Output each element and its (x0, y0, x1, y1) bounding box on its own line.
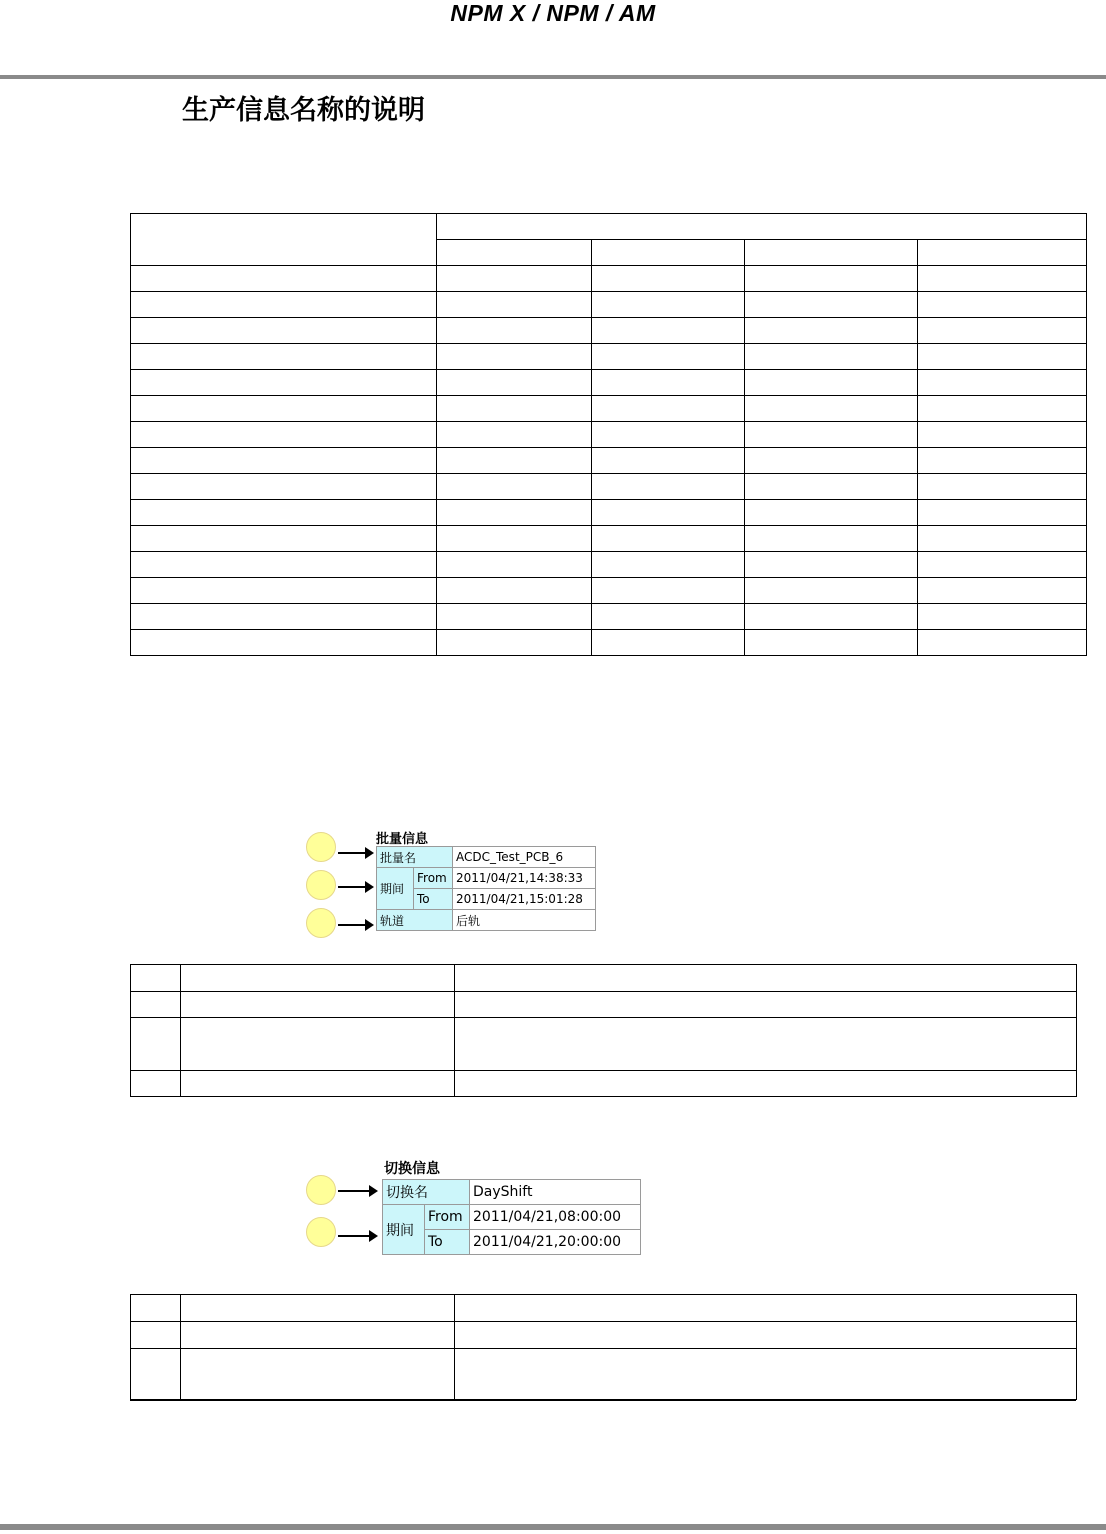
table-cell (745, 266, 918, 292)
table-cell (131, 422, 437, 448)
callout-marker (306, 1217, 336, 1247)
callout-marker (306, 1175, 336, 1205)
table-cell (437, 318, 592, 344)
table-cell (592, 526, 745, 552)
table-cell (918, 448, 1087, 474)
table-cell (918, 396, 1087, 422)
table-cell (131, 344, 437, 370)
table-cell (592, 604, 745, 630)
lot-to-value: 2011/04/21,15:01:28 (453, 889, 596, 910)
table-row (131, 552, 1087, 578)
table-cell (745, 448, 918, 474)
shift-to-value: 2011/04/21,20:00:00 (470, 1230, 641, 1255)
header-rule (0, 75, 1106, 79)
table-cell (592, 422, 745, 448)
table-cell (437, 240, 592, 266)
table-cell (181, 992, 455, 1018)
shift-name-label: 切换名 (383, 1180, 470, 1205)
table-row (131, 474, 1087, 500)
production-info-table (130, 213, 1087, 656)
table-cell (592, 396, 745, 422)
table-cell (592, 292, 745, 318)
table-cell (455, 1018, 1077, 1071)
table-cell (181, 1071, 455, 1097)
table-cell (745, 552, 918, 578)
table-cell (592, 370, 745, 396)
table-row (131, 1349, 1077, 1400)
table-cell (918, 630, 1087, 656)
shift-info-title: 切换信息 (384, 1161, 440, 1177)
table-cell (592, 240, 745, 266)
table-cell (181, 1322, 455, 1349)
table-row (131, 344, 1087, 370)
table-cell (455, 965, 1077, 992)
callout-arrow-icon (338, 1235, 376, 1237)
table-row (131, 630, 1087, 656)
table-cell (437, 266, 592, 292)
table-cell (131, 292, 437, 318)
shift-info-panel (382, 1179, 641, 1255)
lot-info-title: 批量信息 (376, 832, 429, 847)
lot-name-value: ACDC_Test_PCB_6 (453, 847, 596, 868)
table-cell (131, 1071, 181, 1097)
table-row (131, 448, 1087, 474)
table-cell (592, 448, 745, 474)
table-cell (592, 552, 745, 578)
table-cell (455, 1071, 1077, 1097)
table-cell (437, 474, 592, 500)
table-cell (918, 370, 1087, 396)
table-cell (437, 422, 592, 448)
table-row (131, 526, 1087, 552)
lot-lane-value: 后轨 (453, 910, 596, 931)
table-cell (592, 578, 745, 604)
lot-from-label: From (414, 868, 453, 889)
table-cell (592, 318, 745, 344)
table-row (131, 370, 1087, 396)
table-cell (918, 292, 1087, 318)
table-bottom-edge (130, 1399, 1076, 1401)
table-cell (437, 500, 592, 526)
lot-info-panel (376, 846, 596, 931)
table-cell (745, 422, 918, 448)
lot-from-value: 2011/04/21,14:38:33 (453, 868, 596, 889)
table-row (131, 422, 1087, 448)
table-header-row (131, 1295, 1077, 1322)
table-cell (745, 578, 918, 604)
lot-to-label: To (414, 889, 453, 910)
table-cell (455, 1349, 1077, 1400)
table-cell (745, 396, 918, 422)
table-cell (181, 1018, 455, 1071)
table-cell (918, 240, 1087, 266)
table-cell (131, 474, 437, 500)
table-cell (745, 370, 918, 396)
table-cell (181, 965, 455, 992)
table-cell (131, 630, 437, 656)
table-cell (455, 1322, 1077, 1349)
table-cell (592, 344, 745, 370)
table-cell (918, 552, 1087, 578)
table-cell (131, 604, 437, 630)
table-cell (745, 604, 918, 630)
table-cell (181, 1349, 455, 1400)
table-cell (131, 318, 437, 344)
table-cell (918, 344, 1087, 370)
table-cell (131, 214, 437, 266)
table-cell (131, 1322, 181, 1349)
table-cell (437, 214, 1087, 240)
table-header-row (131, 214, 1087, 240)
callout-arrow-icon (338, 924, 372, 926)
table-cell (131, 578, 437, 604)
table-cell (918, 500, 1087, 526)
callout-marker (306, 908, 336, 938)
table-cell (455, 1295, 1077, 1322)
table-cell (437, 578, 592, 604)
table-cell (745, 526, 918, 552)
table-cell (437, 344, 592, 370)
table-cell (592, 266, 745, 292)
shift-name-value: DayShift (470, 1180, 641, 1205)
lot-lane-label: 轨道 (377, 910, 453, 931)
table-cell (918, 422, 1087, 448)
lot-info-description-table (130, 964, 1077, 1097)
table-cell (437, 604, 592, 630)
callout-arrow-icon (338, 886, 372, 888)
table-row (131, 318, 1087, 344)
table-cell (131, 526, 437, 552)
table-cell (918, 526, 1087, 552)
shift-period-label: 期间 (383, 1205, 425, 1255)
table-cell (918, 318, 1087, 344)
table-row (131, 1018, 1077, 1071)
table-cell (131, 552, 437, 578)
table-cell (745, 474, 918, 500)
shift-from-value: 2011/04/21,08:00:00 (470, 1205, 641, 1230)
table-cell (131, 1018, 181, 1071)
lot-name-label: 批量名 (377, 847, 453, 868)
table-row (131, 292, 1087, 318)
table-cell (437, 396, 592, 422)
callout-arrow-icon (338, 852, 372, 854)
table-cell (131, 500, 437, 526)
table-cell (745, 500, 918, 526)
footer-rule (0, 1524, 1106, 1530)
section-title: 生产信息名称的说明 (182, 95, 425, 126)
document-header-title: NPM X / NPM / AM (450, 0, 656, 26)
table-row (131, 1071, 1077, 1097)
table-cell (745, 630, 918, 656)
table-cell (131, 396, 437, 422)
table-cell (437, 292, 592, 318)
table-header-row (131, 965, 1077, 992)
table-row (131, 1322, 1077, 1349)
table-cell (437, 526, 592, 552)
table-cell (745, 318, 918, 344)
callout-marker (306, 832, 336, 862)
table-cell (131, 992, 181, 1018)
table-cell (437, 630, 592, 656)
table-cell (131, 448, 437, 474)
table-cell (745, 240, 918, 266)
table-cell (918, 474, 1087, 500)
table-cell (918, 266, 1087, 292)
table-row (131, 604, 1087, 630)
table-cell (437, 448, 592, 474)
table-cell (745, 344, 918, 370)
table-cell (437, 370, 592, 396)
table-cell (131, 965, 181, 992)
table-row (131, 266, 1087, 292)
table-cell (131, 266, 437, 292)
table-cell (181, 1295, 455, 1322)
table-cell (131, 370, 437, 396)
table-cell (918, 578, 1087, 604)
table-cell (592, 500, 745, 526)
table-row (131, 578, 1087, 604)
shift-from-label: From (425, 1205, 470, 1230)
shift-info-description-table (130, 1294, 1077, 1400)
table-row (131, 396, 1087, 422)
table-cell (131, 1295, 181, 1322)
table-cell (592, 474, 745, 500)
table-cell (131, 1349, 181, 1400)
table-row (131, 992, 1077, 1018)
table-cell (455, 992, 1077, 1018)
table-cell (437, 552, 592, 578)
callout-arrow-icon (338, 1190, 376, 1192)
callout-marker (306, 870, 336, 900)
lot-period-label: 期间 (377, 868, 414, 910)
shift-to-label: To (425, 1230, 470, 1255)
table-row (131, 500, 1087, 526)
table-cell (745, 292, 918, 318)
table-cell (592, 630, 745, 656)
table-cell (918, 604, 1087, 630)
